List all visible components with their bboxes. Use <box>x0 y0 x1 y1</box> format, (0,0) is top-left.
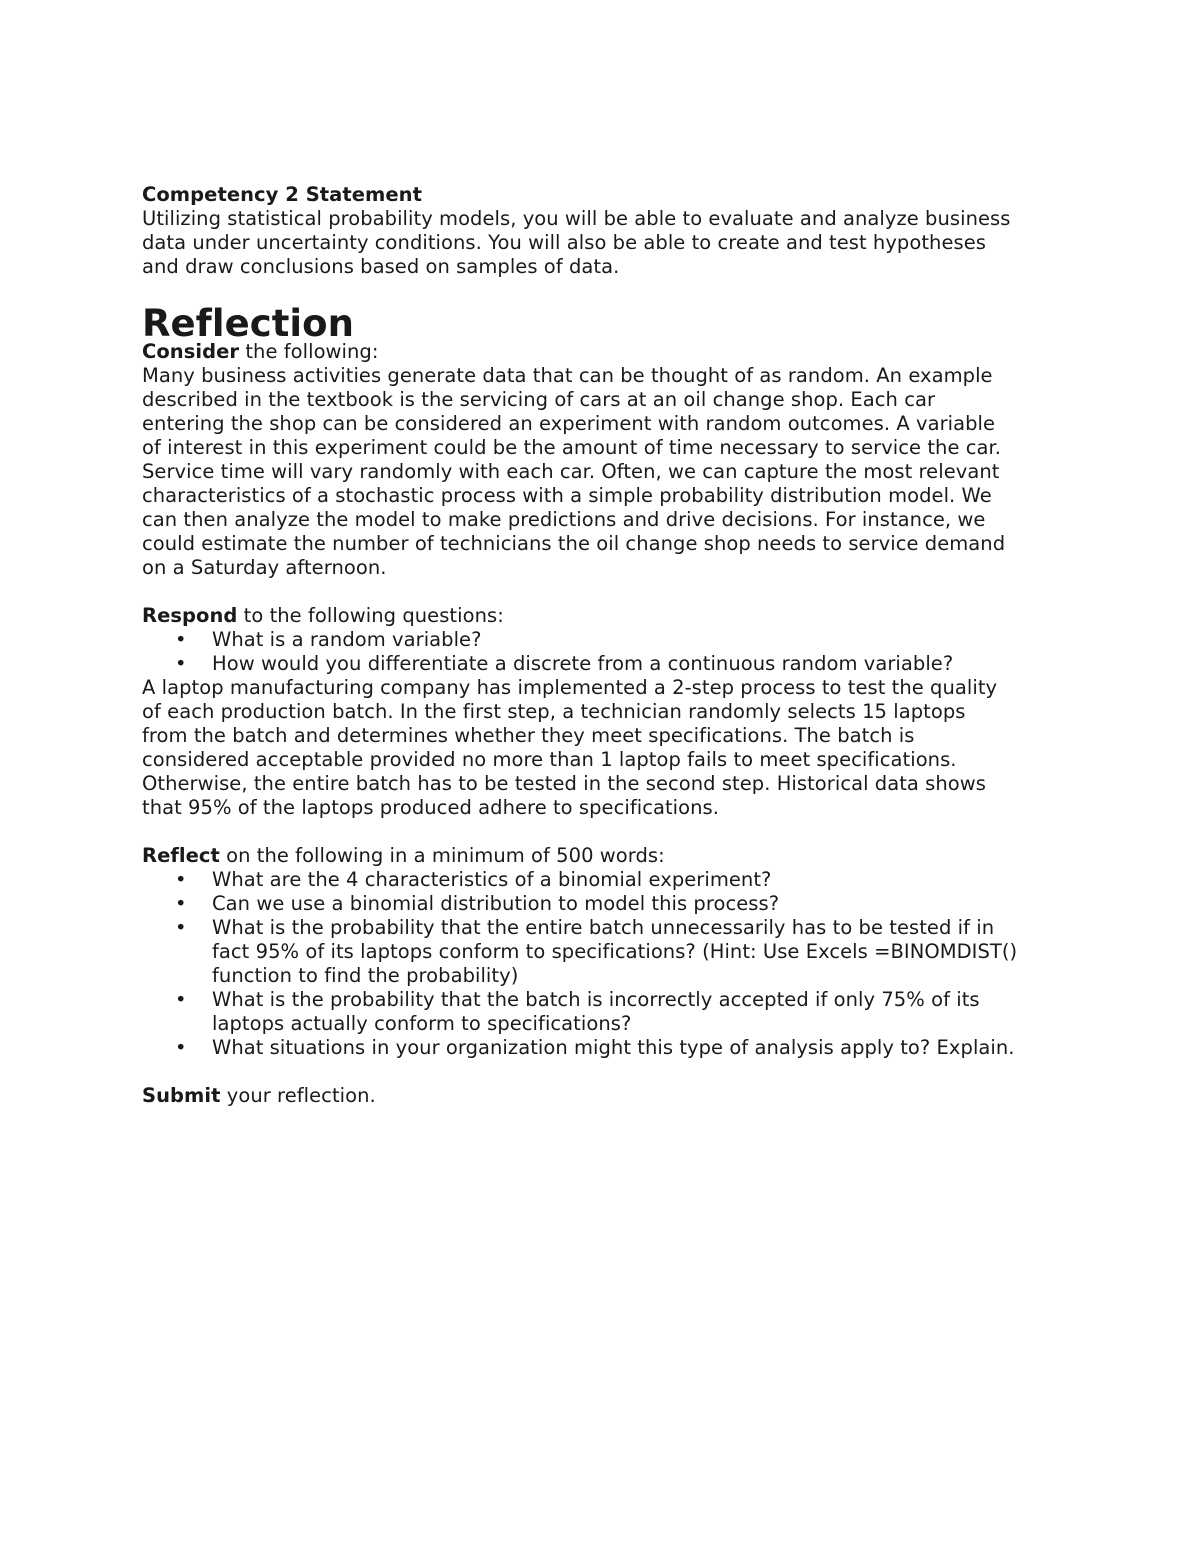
consider-line: entering the shop can be considered an experiment with random outcomes. A variable <box>142 412 996 435</box>
bullet-icon: • <box>175 868 187 891</box>
respond-question-list <box>142 628 1072 676</box>
consider-line: characteristics of a stochastic process with a simple probability distribution model. We <box>142 484 992 507</box>
list-item <box>142 868 1072 892</box>
list-item <box>142 892 1072 916</box>
consider-line: described in the textbook is the servicing of cars at an oil change shop. Each car <box>142 388 936 411</box>
spacer <box>142 580 1072 604</box>
list-item <box>142 988 1072 1036</box>
bullet-icon: • <box>175 628 187 651</box>
respond-line: that 95% of the laptops produced adhere to specifications. <box>142 796 719 819</box>
competency-statement <box>142 207 1072 279</box>
consider-line: Service time will vary randomly with each car. Often, we can capture the most relevant <box>142 460 1000 483</box>
consider-lead: Consider <box>142 340 240 363</box>
consider-rest: the following: <box>239 340 379 363</box>
document-page <box>142 183 1072 1108</box>
list-item-line: Can we use a binomial distribution to model this process? <box>212 892 780 915</box>
list-item-line: What situations in your organization might this type of analysis apply to? Explain. <box>212 1036 1015 1059</box>
list-item-line: What is the probability that the batch is incorrectly accepted if only 75% of its <box>212 988 980 1011</box>
list-item-line: fact 95% of its laptops conform to specifications? (Hint: Use Excels =BINOMDIST() <box>212 940 1018 963</box>
bullet-icon: • <box>175 916 187 939</box>
respond-line: Otherwise, the entire batch has to be tested in the second step. Historical data shows <box>142 772 986 795</box>
consider-line: on a Saturday afternoon. <box>142 556 387 579</box>
competency-line: data under uncertainty conditions. You will also be able to create and test hypotheses <box>142 231 986 254</box>
list-item <box>142 652 1072 676</box>
list-item-line: What are the 4 characteristics of a binomial experiment? <box>212 868 772 891</box>
spacer <box>142 1060 1072 1084</box>
list-item <box>142 916 1072 988</box>
bullet-icon: • <box>175 892 187 915</box>
respond-line: from the batch and determines whether they meet specifications. The batch is <box>142 724 915 747</box>
bullet-icon: • <box>175 988 187 1011</box>
competency-line: Utilizing statistical probability models, you will be able to evaluate and analyze business <box>142 207 1011 230</box>
respond-line: of each production batch. In the first step, a technician randomly selects 15 laptops <box>142 700 966 723</box>
list-item-text: How would you differentiate a discrete from a continuous random variable? <box>212 652 954 675</box>
submit-rest: your reflection. <box>220 1084 376 1107</box>
consider-line: Many business activities generate data that can be thought of as random. An example <box>142 364 993 387</box>
reflect-lead: Reflect <box>142 844 220 867</box>
reflect-rest: on the following in a minimum of 500 words: <box>219 844 665 867</box>
spacer <box>142 820 1072 844</box>
list-item-line: laptops actually conform to specifications? <box>212 1012 632 1035</box>
submit-lead: Submit <box>142 1084 221 1107</box>
competency-line: and draw conclusions based on samples of data. <box>142 255 620 278</box>
competency-heading: Competency 2 Statement <box>142 183 422 206</box>
list-item-line: What is the probability that the entire batch unnecessarily has to be tested if in <box>212 916 995 939</box>
consider-line: of interest in this experiment could be the amount of time necessary to service the car. <box>142 436 1002 459</box>
respond-rest: to the following questions: <box>237 604 504 627</box>
reflection-title: Reflection <box>142 302 355 345</box>
list-item-text: What is a random variable? <box>212 628 482 651</box>
respond-lead: Respond <box>142 604 238 627</box>
respond-line: A laptop manufacturing company has implemented a 2-step process to test the quality <box>142 676 998 699</box>
respond-line: considered acceptable provided no more than 1 laptop fails to meet specifications. <box>142 748 957 771</box>
respond-paragraph <box>142 676 1072 820</box>
consider-line: could estimate the number of technicians the oil change shop needs to service demand <box>142 532 1006 555</box>
list-item-line: function to find the probability) <box>212 964 519 987</box>
bullet-icon: • <box>175 1036 187 1059</box>
submit-instruction <box>142 1084 1072 1108</box>
consider-intro <box>142 340 1072 364</box>
bullet-icon: • <box>175 652 187 675</box>
reflect-question-list <box>142 868 1072 1060</box>
respond-intro <box>142 604 1072 628</box>
list-item <box>142 1036 1072 1060</box>
consider-paragraph <box>142 364 1072 580</box>
reflect-intro <box>142 844 1072 868</box>
consider-line: can then analyze the model to make predictions and drive decisions. For instance, we <box>142 508 986 531</box>
list-item <box>142 628 1072 652</box>
